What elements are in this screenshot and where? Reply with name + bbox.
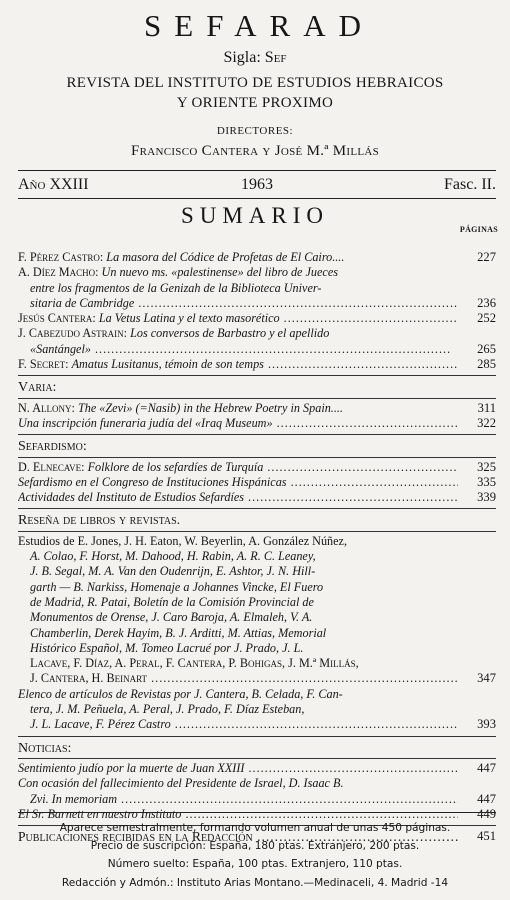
section-rule [18,398,496,399]
resena-line: Lacave, F. Díaz, A. Peral, F. Cantera, P. Bohigas, J. M.ª Millás, [30,656,359,671]
sumario-heading: SUMARIO [180,203,330,228]
entry-title-cont: «Santángel» [30,341,91,356]
toc-entry [18,326,496,357]
resena-line: Monumentos de Orense, J. Caro Baroja, A. Elmaleh, V. A. [30,610,313,625]
section-rule [18,531,496,532]
resena-line: garth — B. Narkiss, Homenaje a Johannes Vincke, El Fuero [30,579,324,594]
table-of-contents [18,250,496,844]
elenco-line: tera, J. M. Peñuela, A. Peral, J. Prado, F. Díaz Esteban, [30,702,305,717]
issue-rule [18,198,496,199]
entry-page: 393 [477,717,496,732]
resena-line: Chamberlin, Derek Hayim, B. J. Arditti, M. Attias, Memorial [30,625,327,640]
footer-line-4: Redacción y Admón.: Instituto Arias Montano.—Medinaceli, 4. Madrid -14 [61,877,449,889]
toc-entry [18,761,496,776]
section-rule [18,508,496,509]
paginas-label: PÁGINAS [459,225,498,234]
entry-title: Sefardismo en el Congreso de Instituciones Hispánicas [18,474,287,489]
entry-page: 335 [477,474,496,489]
entry-page: 339 [477,490,496,505]
resena-line: Estudios de E. Jones, J. H. Eaton, W. Beyerlin, A. González Núñez, [18,533,348,548]
issue-year: 1963 [241,176,273,193]
entry-title: La masora del Códice de Profetas de El Cairo.... [106,250,345,264]
entry-page: 449 [477,806,496,821]
entry-page: 451 [477,829,496,844]
entry-title: Una inscripción funeraria judía del «Iraq Museum» [18,415,273,430]
entry-title: Amatus Lusitanus, témoin de son temps [71,357,264,372]
publicaciones-heading: Publicaciones recibidas en la Redacción [18,829,253,845]
entry-page: 447 [477,791,496,806]
elenco-line: J. L. Lacave, F. Pérez Castro [30,717,171,732]
entry-author: J. Cabezudo Astrain: [18,326,128,341]
entry-page: 311 [477,400,496,415]
entry-title: Los conversos de Barbastro y el apellido [130,326,330,341]
entry-title: El Sr. Barnett en nuestro Instituto [18,806,182,821]
toc-entry [18,687,496,733]
footer-line-3: Número suelto: España, 100 ptas. Extranjero, 110 ptas. [107,858,403,870]
resena-line: A. Colao, F. Horst, M. Dahood, H. Rabin, A. R. C. Leaney, [30,549,316,564]
elenco-line: Elenco de artículos de Revistas por J. Cantera, B. Celada, F. Can- [18,686,343,701]
footer-line-2: Precio de suscripción: España, 180 ptas. Extranjero, 200 ptas. [90,840,420,852]
fascicle-label: Fasc. II. [444,176,496,193]
sigla-line [0,49,510,67]
toc-entry [18,250,496,265]
entry-page: 265 [477,341,496,356]
entry-author: N. Allony: [18,400,75,415]
entry-title-cont: Zvi. In memoriam [30,791,117,806]
entry-author: D. Elnecave: [18,459,85,474]
directores-label: DIRECTORES: [216,125,294,137]
entry-title: Folklore de los sefardíes de Turquía [87,459,264,474]
footer-rule [18,812,496,813]
entry-title: La Vetus Latina y el texto masorético [98,311,280,326]
toc-entry [18,807,496,822]
entry-title: Actividades del Instituto de Estudios Sefardíes [18,490,244,505]
entry-title-cont: sitaria de Cambridge [30,295,135,310]
section-heading-sefardismo: Sefardismo: [18,439,87,455]
section-rule [18,736,496,737]
subtitle-line-2: Y ORIENTE PROXIMO [176,95,334,111]
journal-title: SEFARAD [144,8,374,43]
entry-title: Sentimiento judío por la muerte de Juan XXIII [18,760,245,775]
entry-page: 322 [477,415,496,430]
sigla-value: Sef [264,49,287,66]
entry-title-cont: entre los fragmentos de la Genizah de la Biblioteca Univer- [30,280,322,295]
top-rule [18,170,496,171]
entry-title: The «Zevi» (=Nasib) in the Hebrew Poetry in Spain.... [77,400,343,415]
toc-entry [18,490,496,505]
section-rule [18,457,496,458]
resena-line: J. B. Segal, M. A. Van den Oudenrijn, E. Ashtor, J. N. Hill- [30,564,316,579]
toc-entry [18,401,496,416]
entry-page: 236 [477,295,496,310]
entry-page: 285 [477,357,496,372]
sigla-label: Sigla: [223,49,261,66]
entry-author: Jesús Cantera: [18,311,96,326]
toc-entry [18,357,496,372]
entry-page: 447 [477,760,496,775]
issue-line [18,176,496,196]
toc-entry [18,265,496,311]
subtitle-line-1: REVISTA DEL INSTITUTO DE ESTUDIOS HEBRAICOS [66,75,444,91]
toc-entry [18,460,496,475]
section-heading-resena: Reseña de libros y revistas. [18,513,181,529]
resena-line: J. Cantera, H. Beinart [30,671,148,686]
entry-author: A. Díez Macho: [18,265,99,280]
volume-label: Año XXIII [18,176,89,193]
entry-page: 227 [477,250,496,264]
directores-names: Francisco Cantera y José M.ª Millás [130,143,380,159]
section-rule [18,375,496,376]
resena-line: de Madrid, R. Patai, Boletín de la Comisión Provincial de [30,594,314,609]
toc-entry [18,475,496,490]
entry-page: 325 [477,459,496,474]
entry-page: 252 [477,311,496,326]
toc-entry [18,776,496,807]
entry-title: Con ocasión del fallecimiento del Presidente de Israel, D. Isaac B. [18,776,344,791]
section-heading-noticias: Noticias: [18,740,72,756]
entry-author: F. Pérez Castro: [18,250,104,264]
journal-subtitle [0,73,510,113]
entry-page: 347 [477,671,496,686]
footer-line-1: Aparece semestralmente, formando volumen anual de unas 450 páginas. [59,822,451,834]
section-rule [18,434,496,435]
section-heading-varia: Varia: [18,380,57,396]
toc-entry [18,534,496,687]
toc-entry [18,311,496,326]
entry-author: F. Secret: [18,357,69,372]
section-rule [18,758,496,759]
entry-title: Un nuevo ms. «palestinense» del libro de Jueces [101,265,338,280]
toc-entry [18,416,496,431]
resena-line: Histórico Español, M. Tomeo Lacrué por J. Prado, J. L. [30,640,304,655]
